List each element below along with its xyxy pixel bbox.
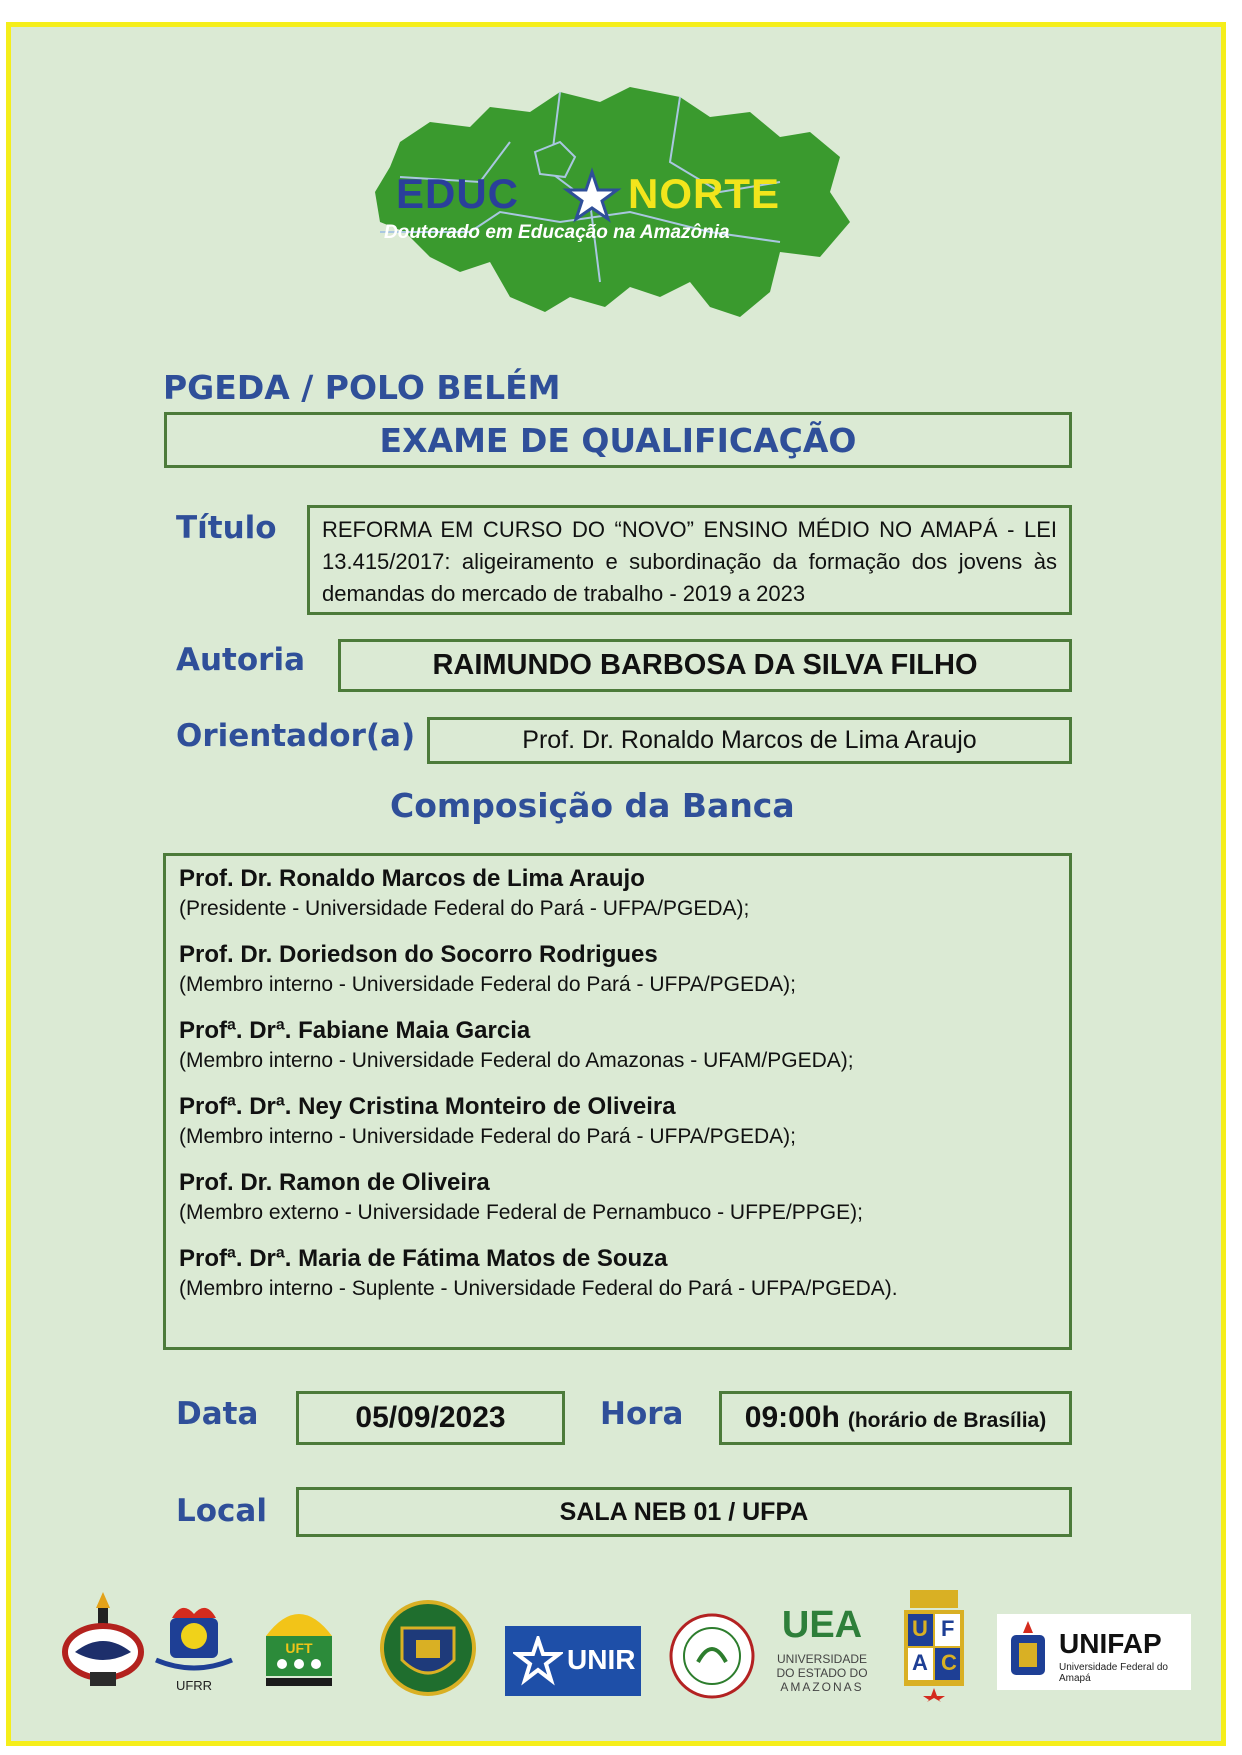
committee-heading: Composição da Banca bbox=[390, 786, 795, 825]
committee-member bbox=[179, 1244, 1056, 1304]
member-name: Prof. Dr. Doriedson do Socorro Rodrigues bbox=[179, 941, 658, 968]
member-role: (Membro interno - Universidade Federal do Pará - UFPA/PGEDA); bbox=[179, 973, 796, 996]
time-box bbox=[719, 1391, 1072, 1445]
ufac-letter-a: A bbox=[912, 1650, 928, 1675]
member-name: Prof. Dr. Ramon de Oliveira bbox=[179, 1169, 490, 1196]
member-name: Profª. Drª. Fabiane Maia Garcia bbox=[179, 1017, 531, 1044]
member-name: Prof. Dr. Ronaldo Marcos de Lima Araujo bbox=[179, 865, 645, 892]
exam-title: EXAME DE QUALIFICAÇÃO bbox=[379, 420, 857, 460]
logo-brand-left: EDUC bbox=[396, 170, 520, 217]
uea-line2: DO ESTADO DO bbox=[776, 1666, 868, 1680]
ufpa-logo bbox=[60, 1590, 146, 1688]
unifap-label: UNIFAP bbox=[1059, 1628, 1162, 1659]
uft-logo bbox=[256, 1596, 342, 1692]
advisor-box bbox=[427, 717, 1072, 764]
unifesspa-seal-logo bbox=[668, 1612, 756, 1700]
uea-short: UEA bbox=[781, 1604, 863, 1646]
committee-member bbox=[179, 1092, 1056, 1152]
logo-brand-right: NORTE bbox=[628, 170, 780, 217]
date-value: 05/09/2023 bbox=[355, 1401, 506, 1434]
advisor-name: Prof. Dr. Ronaldo Marcos de Lima Araujo bbox=[522, 726, 977, 754]
ufam-logo bbox=[380, 1600, 476, 1696]
educanorte-logo bbox=[360, 82, 870, 352]
time-label: Hora bbox=[600, 1396, 684, 1432]
author-name: RAIMUNDO BARBOSA DA SILVA FILHO bbox=[432, 649, 978, 681]
advisor-label: Orientador(a) bbox=[176, 718, 416, 754]
member-role: (Presidente - Universidade Federal do Pará - UFPA/PGEDA); bbox=[179, 897, 750, 920]
ufac-letter-u: U bbox=[912, 1616, 928, 1641]
unir-logo bbox=[505, 1626, 641, 1696]
uft-label: UFT bbox=[285, 1640, 313, 1656]
date-label: Data bbox=[176, 1396, 259, 1432]
title-label: Título bbox=[176, 510, 277, 546]
member-role: (Membro interno - Suplente - Universidade Federal do Pará - UFPA/PGEDA). bbox=[179, 1277, 898, 1300]
committee-member bbox=[179, 940, 1056, 1000]
ufrr-label: UFRR bbox=[175, 1678, 213, 1693]
uea-line1: UNIVERSIDADE bbox=[776, 1652, 868, 1666]
committee-member bbox=[179, 1016, 1056, 1076]
member-role: (Membro interno - Universidade Federal do Amazonas - UFAM/PGEDA); bbox=[179, 1049, 854, 1072]
ufac-letter-f: F bbox=[941, 1616, 955, 1641]
logo-tagline: Doutorado em Educação na Amazônia bbox=[384, 222, 730, 243]
committee-member bbox=[179, 1168, 1056, 1228]
time-value: 09:00h bbox=[744, 1401, 840, 1434]
exam-title-box bbox=[164, 412, 1072, 468]
member-name: Profª. Drª. Maria de Fátima Matos de Souza bbox=[179, 1245, 668, 1272]
author-label: Autoria bbox=[176, 642, 306, 678]
time-note: (horário de Brasília) bbox=[847, 1409, 1047, 1432]
member-name: Profª. Drª. Ney Cristina Monteiro de Oliveira bbox=[179, 1093, 676, 1120]
place-value: SALA NEB 01 / UFPA bbox=[559, 1497, 809, 1526]
uea-logo bbox=[772, 1604, 872, 1696]
member-role: (Membro externo - Universidade Federal de Pernambuco - UFPE/PPGE); bbox=[179, 1201, 863, 1224]
committee-member bbox=[179, 864, 1056, 924]
ufac-logo bbox=[896, 1590, 972, 1702]
date-box bbox=[296, 1391, 565, 1445]
unifap-sub: Universidade Federal do Amapá bbox=[1059, 1662, 1168, 1684]
uea-line3: AMAZONAS bbox=[780, 1680, 864, 1694]
thesis-title: REFORMA EM CURSO DO “NOVO” ENSINO MÉDIO NO AMAPÁ - LEI 13.415/2017: aligeiramento e subordinação da formação dos jovens às demandas do mercado de trabalho - 2019 a 2023 bbox=[322, 517, 1057, 606]
member-role: (Membro interno - Universidade Federal do Pará - UFPA/PGEDA); bbox=[179, 1125, 796, 1148]
ufac-letter-c: C bbox=[941, 1650, 957, 1675]
ufrr-logo bbox=[152, 1600, 236, 1700]
place-label: Local bbox=[176, 1493, 267, 1529]
program-heading: PGEDA / POLO BELÉM bbox=[163, 368, 561, 407]
committee-box bbox=[163, 853, 1072, 1350]
place-box bbox=[296, 1487, 1072, 1537]
author-box bbox=[338, 639, 1072, 692]
unifap-logo bbox=[997, 1614, 1191, 1690]
thesis-title-box bbox=[307, 505, 1072, 615]
unir-label: UNIR bbox=[567, 1644, 636, 1675]
